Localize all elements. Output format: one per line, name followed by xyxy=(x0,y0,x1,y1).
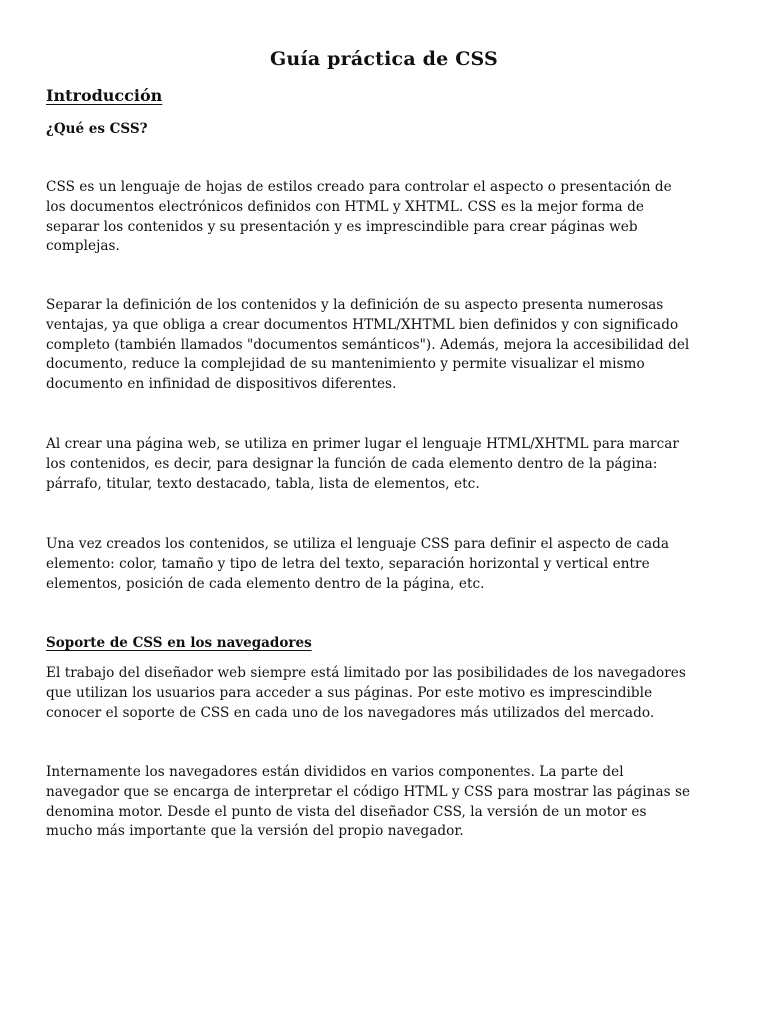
paragraph-line: documento en infinidad de dispositivos diferentes. xyxy=(46,376,397,393)
paragraph-line: Una vez creados los contenidos, se utiliza el lenguaje CSS para definir el aspecto de cada xyxy=(46,536,670,552)
paragraph-ventajas xyxy=(46,296,736,395)
paragraph-line: los contenidos, es decir, para designar la función de cada elemento dentro de la página: xyxy=(46,455,658,472)
paragraph-line: complejas. xyxy=(46,238,120,255)
section-heading-soporte: Soporte de CSS en los navegadores xyxy=(46,635,312,651)
paragraph-line: elementos, posición de cada elemento dentro de la página, etc. xyxy=(46,575,485,592)
paragraph-line: conocer el soporte de CSS en cada uno de los navegadores más utilizados del mercado. xyxy=(46,704,655,721)
paragraph-line: mucho más importante que la versión del propio navegador. xyxy=(46,823,464,840)
paragraph-line: navegador que se encarga de interpretar el código HTML y CSS para mostrar las páginas se xyxy=(46,783,691,800)
paragraph-line: párrafo, titular, texto destacado, tabla, lista de elementos, etc. xyxy=(46,475,480,492)
paragraph-que-es-css xyxy=(46,178,736,257)
subheading-que-es-css: ¿Qué es CSS? xyxy=(46,121,148,137)
paragraph-line: completo (también llamados "documentos semánticos"). Además, mejora la accesibilidad del xyxy=(46,336,690,353)
paragraph-disenador-web xyxy=(46,664,736,723)
paragraph-line: elemento: color, tamaño y tipo de letra del texto, separación horizontal y vertical entre xyxy=(46,555,650,572)
paragraph-line: documento, reduce la complejidad de su mantenimiento y permite visualizar el mismo xyxy=(46,356,645,373)
paragraph-line: separar los contenidos y su presentación y es imprescindible para crear páginas web xyxy=(46,218,638,235)
paragraph-line: que utilizan los usuarios para acceder a sus páginas. Por este motivo es imprescindible xyxy=(46,684,653,701)
paragraph-line: denomina motor. Desde el punto de vista del diseñador CSS, la versión de un motor es xyxy=(46,803,647,820)
section-heading-introduccion: Introducción xyxy=(46,86,163,105)
paragraph-line: Al crear una página web, se utiliza en primer lugar el lenguaje HTML/XHTML para marcar xyxy=(46,436,679,452)
paragraph-html-xhtml xyxy=(46,435,736,494)
paragraph-line: ventajas, ya que obliga a crear documentos HTML/XHTML bien definidos y con significado xyxy=(46,316,679,333)
paragraph-line: CSS es un lenguaje de hojas de estilos creado para controlar el aspecto o presentación de xyxy=(46,179,672,195)
paragraph-motor-navegador xyxy=(46,763,736,842)
paragraph-line: El trabajo del diseñador web siempre está limitado por las posibilidades de los navegadores xyxy=(46,665,686,681)
paragraph-line: los documentos electrónicos definidos con HTML y XHTML. CSS es la mejor forma de xyxy=(46,198,644,215)
paragraph-aspecto xyxy=(46,535,736,594)
paragraph-line: Internamente los navegadores están divididos en varios componentes. La parte del xyxy=(46,764,624,780)
document-title: Guía práctica de CSS xyxy=(270,48,498,70)
paragraph-line: Separar la definición de los contenidos y la definición de su aspecto presenta numerosas xyxy=(46,297,664,313)
